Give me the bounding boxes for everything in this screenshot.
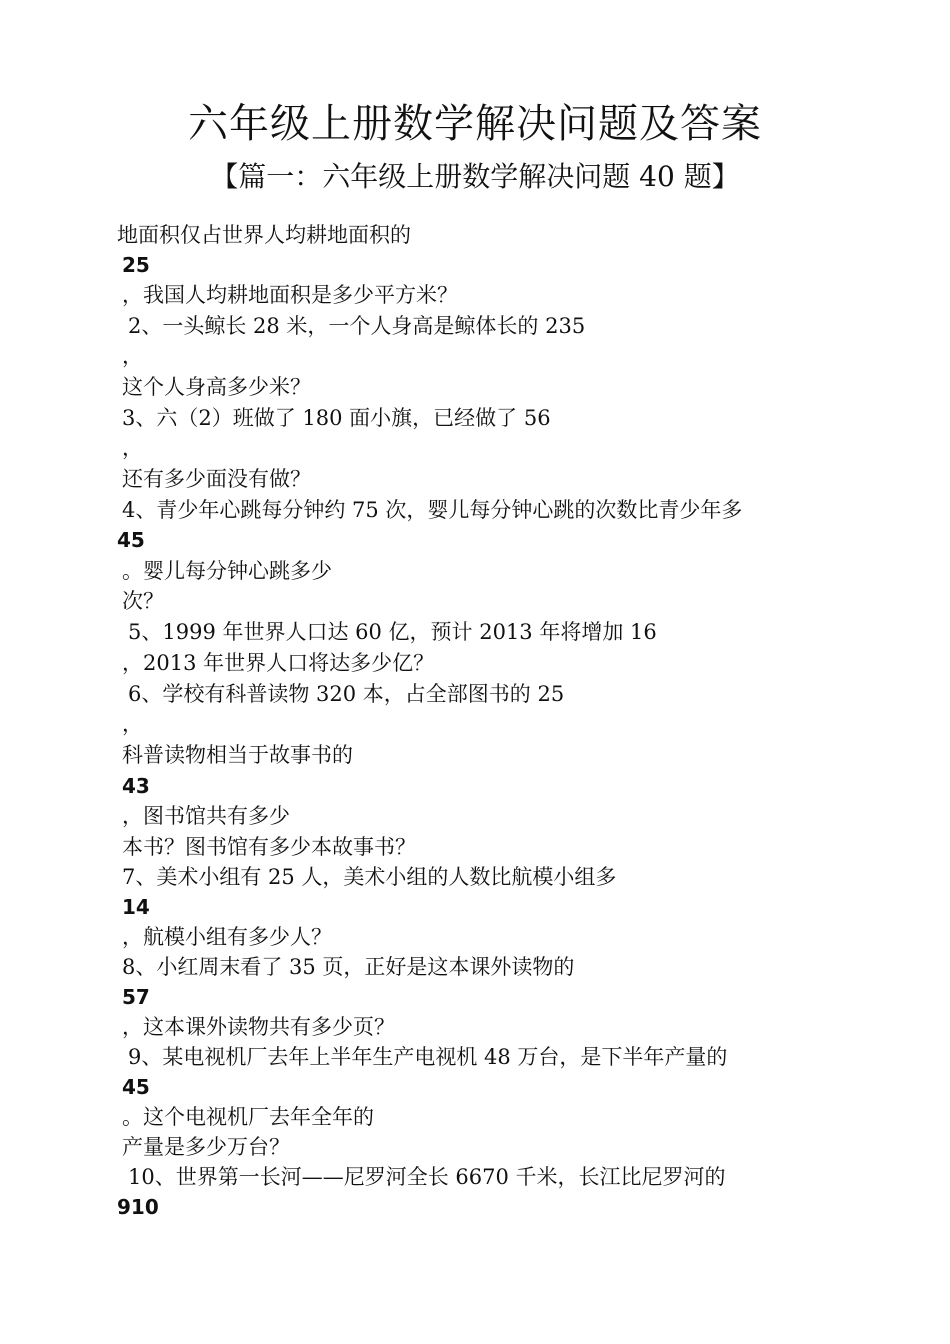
text-line: 。婴儿每分钟心跳多少 [122,559,332,583]
fraction-line: 43 [122,774,150,798]
question-line: 10、世界第一长河——尼罗河全长 6670 千米，长江比尼罗河的 [128,1165,726,1189]
text-line: ，这本课外读物共有多少页？ [122,1015,395,1039]
fraction-line: 45 [122,1075,150,1099]
text-line: ，我国人均耕地面积是多少平方米？ [122,283,458,307]
text-line: 这个人身高多少米？ [122,375,311,399]
fraction-line: 14 [122,895,150,919]
question-line: 2、一头鲸长 28 米，一个人身高是鲸体长的 235 [128,314,586,338]
fraction-line: 45 [117,528,145,552]
question-line: 6、学校有科普读物 320 本，占全部图书的 25 [128,682,565,706]
question-line: 7、美术小组有 25 人，美术小组的人数比航模小组多 [122,865,617,889]
text-line: 产量是多少万台？ [122,1135,290,1159]
question-line: 3、六（2）班做了 180 面小旗，已经做了 56 [122,406,551,430]
fraction-line: 25 [122,253,150,277]
question-line: 4、青少年心跳每分钟约 75 次，婴儿每分钟心跳的次数比青少年多 [122,498,743,522]
text-line: 。这个电视机厂去年全年的 [122,1105,374,1129]
text-line: ， [122,436,143,460]
text-line: ，2013 年世界人口将达多少亿？ [122,651,435,675]
question-line: 8、小红周末看了 35 页，正好是这本课外读物的 [122,955,575,979]
text-line: 本书？图书馆有多少本故事书？ [122,835,416,859]
text-line: ，图书馆共有多少 [122,804,290,828]
fraction-line: 57 [122,985,150,1009]
document-subtitle: 【篇一：六年级上册数学解决问题 40 题】 [210,160,740,193]
text-line: 科普读物相当于故事书的 [122,743,353,767]
question-line: 5、1999 年世界人口达 60 亿，预计 2013 年将增加 16 [128,620,657,644]
text-line: ， [122,712,143,736]
document-title: 六年级上册数学解决问题及答案 [188,101,762,147]
text-line: 地面积仅占世界人均耕地面积的 [117,223,411,247]
text-line: 次？ [122,589,164,613]
question-line: 9、某电视机厂去年上半年生产电视机 48 万台，是下半年产量的 [128,1045,728,1069]
text-line: ， [122,344,143,368]
fraction-line: 910 [117,1195,159,1219]
text-line: ，航模小组有多少人？ [122,925,332,949]
text-line: 还有多少面没有做？ [122,467,311,491]
